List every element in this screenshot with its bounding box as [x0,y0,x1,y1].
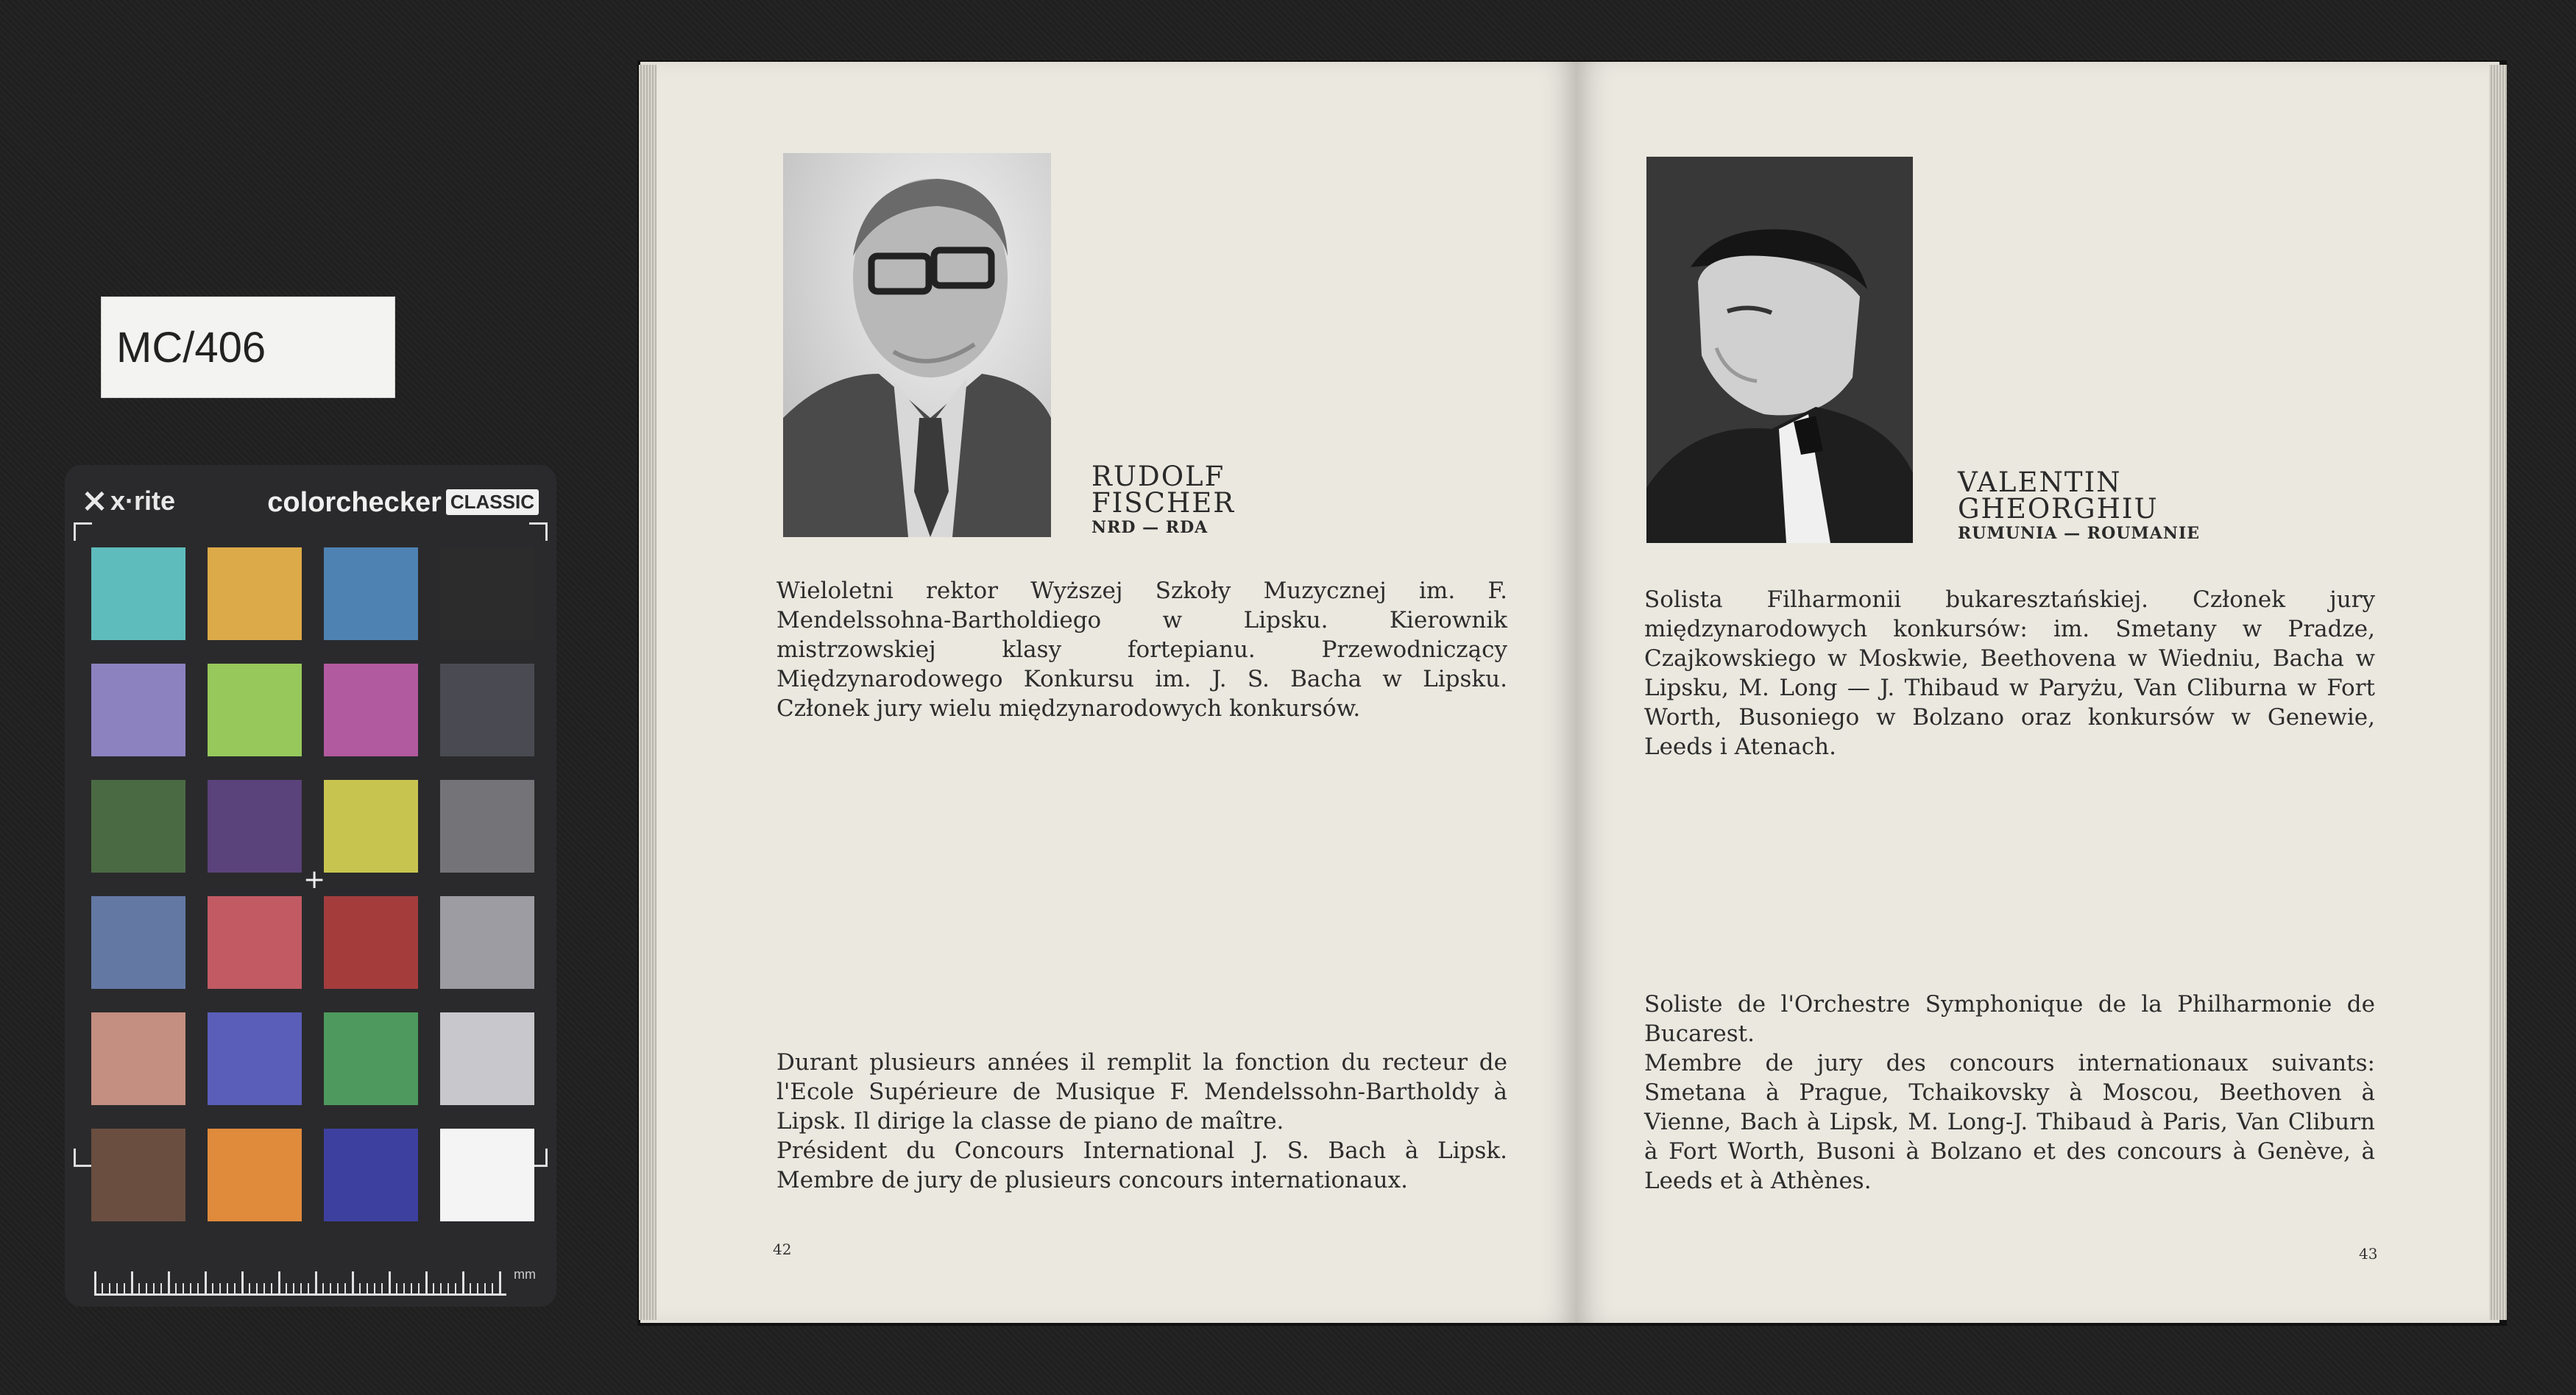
colorchecker-title: colorchecker CLASSIC [267,487,539,519]
color-swatch [324,1012,418,1105]
page-edges-right [2489,65,2507,1320]
color-swatch [324,780,418,873]
color-swatch [91,1129,185,1221]
color-swatch [208,780,302,873]
color-swatch [91,547,185,640]
color-swatch [91,664,185,756]
french-paragraph-2: Président du Concours International J. S. Bach à Lipsk. Membre de jury de plusieurs concours internationaux. [776,1137,1507,1193]
last-name: GHEORGHIU [1958,493,2159,525]
color-swatch [324,547,418,640]
first-name: RUDOLF [1091,461,1225,492]
color-swatch [440,547,534,640]
country-label: NRD — RDA [1091,518,1209,537]
color-swatch [440,1012,534,1105]
corner-mark [74,1149,92,1167]
call-number-text: MC/406 [116,323,266,372]
color-swatch [324,1129,418,1221]
polish-paragraph: Solista Filharmonii bukaresztańskiej. Członek jury międzynarodowych konkursów: im. Smetany w Pradze, Czajkowskiego w Moskwie, Beethovena w Wiedniu, Bacha w Lipsku, M. Long — J. Thibaud w Paryżu, Van Cliburna w Fort Worth, Busoniego w Bolzano oraz konkursów w Genewie, Leeds i Atenach. [1644,586,2375,760]
page-number-left: 42 [773,1240,792,1258]
color-swatch [324,896,418,989]
polish-bio-fischer [776,576,1507,723]
classic-badge: CLASSIC [446,489,539,515]
color-swatch [91,896,185,989]
color-swatch [208,1012,302,1105]
name-block-fischer [1091,461,1236,537]
page-number-right: 43 [2359,1245,2378,1263]
color-swatch [208,1129,302,1221]
portrait-photo-gheorghiu [1646,157,1913,543]
xrite-logo: x·rite [82,486,175,517]
french-bio-fischer [776,1048,1507,1195]
french-paragraph-1: Durant plusieurs années il remplit la fonction du recteur de l'Ecole Supérieure de Musique F. Mendelssohn-Bartholdy à Lipsk. Il dirige la classe de piano de maître. [776,1049,1507,1135]
corner-mark [74,522,92,541]
color-swatch [324,664,418,756]
color-swatch [440,664,534,756]
xrite-mark-icon [82,489,106,513]
polish-bio-gheorghiu [1644,585,2375,762]
color-checker-card [65,465,556,1307]
french-bio-gheorghiu [1644,990,2375,1196]
crosshair-icon: + [303,865,326,895]
mm-ruler [94,1267,506,1296]
french-paragraph-1: Soliste de l'Orchestre Symphonique de la Philharmonie de Bucarest. [1644,991,2375,1047]
color-swatch [208,664,302,756]
corner-mark [529,522,548,541]
page-edges-left [639,65,657,1320]
color-swatch [91,780,185,873]
first-name: VALENTIN [1958,466,2122,498]
name-block-gheorghiu [1958,466,2201,543]
ruler-unit-label: mm [514,1267,536,1282]
last-name: FISCHER [1091,487,1236,519]
country-label: RUMUNIA — ROUMANIE [1958,524,2201,543]
call-number-label [101,297,395,398]
portrait-photo-fischer [783,153,1051,537]
color-swatch [440,780,534,873]
color-swatch [440,1129,534,1221]
color-swatch [91,1012,185,1105]
color-swatch [208,547,302,640]
french-paragraph-2: Membre de jury des concours internationaux suivants: Smetana à Prague, Tchaikovsky à Moscou, Beethoven à Vienne, Bach à Lipsk, M. Long-J. Thibaud à Paris, Van Cliburn à Fort Worth, Busoni à Bolzano et des concours à Genève, à Leeds et à Athènes. [1644,1050,2375,1194]
color-swatch [208,896,302,989]
polish-paragraph: Wieloletni rektor Wyższej Szkoły Muzycznej im. F. Mendelssohna-Bartholdiego w Lipsku. Kierownik mistrzowskiej klasy fortepianu. Przewodniczący Międzynarodowego Konkursu im. J. S. Bacha w Lipsku. Członek jury wielu międzynarodowych konkursów. [776,578,1507,722]
color-swatch [440,896,534,989]
